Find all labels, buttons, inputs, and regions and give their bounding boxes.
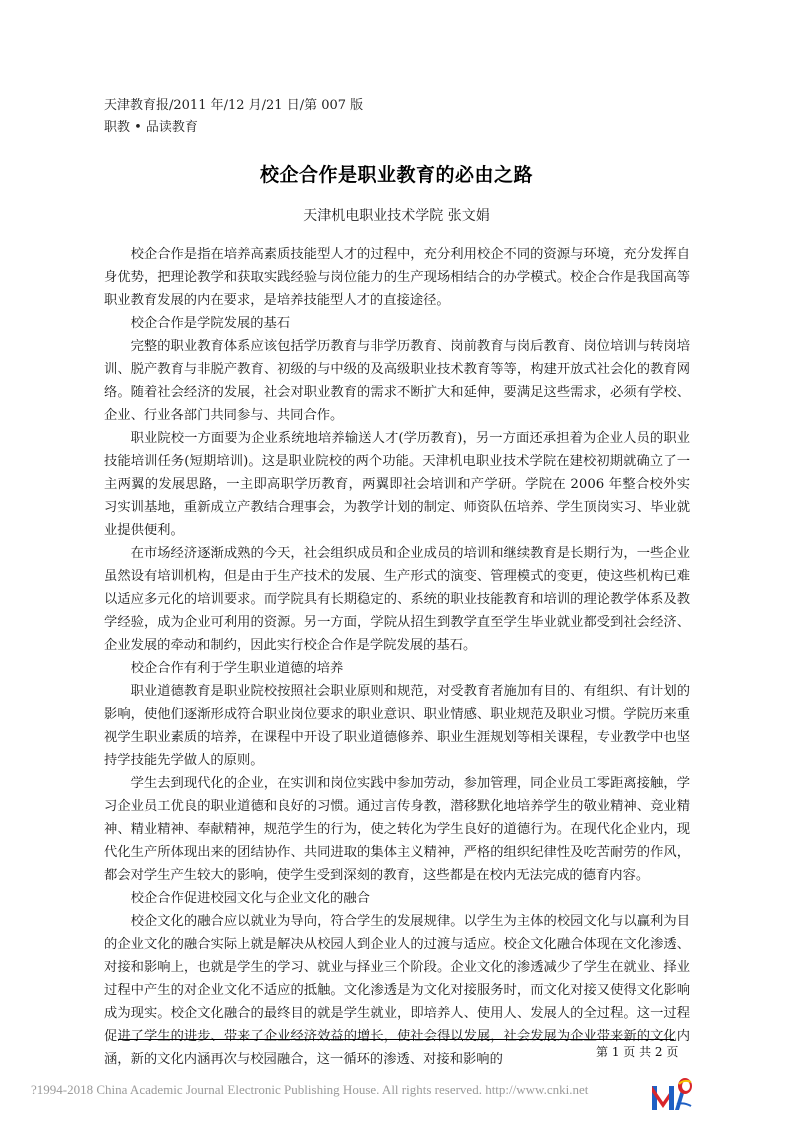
paragraph: 校企文化的融合应以就业为导向，符合学生的发展规律。以学生为主体的校园文化与以赢利为目的企业文化的融合实际上就是解决从校园人到企业人的过渡与适应。校企文化融合体现在文化渗透、对接和影响上，也就是学生的学习、就业与择业三个阶段。企业文化的渗透减少了学生在就业、择业过程中产生的对企业文化不适应的抵触。文化渗透是为文化对接服务时，而文化对接又使得文化影响成为现实。校企文化融合的最终目的就是学生就业，即培养人、使用人、发展人的全过程。这一过程促进了学生的进步、带来了企业经济效益的增长，使社会得以发展，社会发展为企业带来新的文化内涵，新的文化内涵再次与校园融合，这一循环的渗透、对接和影响的 [104,914,690,1067]
paragraph: 职业院校一方面要为企业系统地培养输送人才(学历教育)，另一方面还承担着为企业人员的职业技能培训任务(短期培训)。这是职业院校的两个功能。天津机电职业技术学院在建校初期就确立了一主两翼的发展思路，一主即高职学历教育，两翼即社会培训和产学研。学院在 2006 年整合校外实习实训基地，重新成立产教结合理事会，为教学计划的制定、师资队伍培养、学生顶岗实习、毕业就业提供便利。 [104,431,690,538]
page-number: 第 1 页 共 2 页 [596,1045,679,1059]
publication-info: 天津教育报/2011 年/12 月/21 日/第 007 版 [104,98,364,113]
section-info: 职教 • 品读教育 [104,120,198,135]
paragraph: 完整的职业教育体系应该包括学历教育与非学历教育、岗前教育与岗后教育、岗位培训与转岗培训、脱产教育与非脱产教育、初级的与中级的及高级职业技术教育等等，构建开放式社会化的教育网络。随着社会经济的发展，社会对职业教育的需求不断扩大和延伸，要满足这些需求，必须有学校、企业、行业各部门共同参与、共同合作。 [104,339,690,423]
section-heading: 校企合作促进校园文化与企业文化的融合 [130,891,370,906]
article-author: 天津机电职业技术学院 张文娟 [303,208,490,224]
paragraph: 在市场经济逐渐成熟的今天，社会组织成员和企业成员的培训和继续教育是长期行为，一些企业虽然设有培训机构，但是由于生产技术的发展、生产形式的演变、管理模式的变更，使这些机构已难以适应多元化的培训要求。而学院具有长期稳定的、系统的职业技能教育和培训的理论教学体系及教学经验，成为企业可利用的资源。另一方面，学院从招生到教学直至学生毕业就业都受到社会经济、企业发展的牵动和制约，因此实行校企合作是学院发展的基石。 [104,546,690,653]
cnki-logo-icon [651,1076,693,1114]
copyright-notice: ?1994-2018 China Academic Journal Electronic Publishing House. All rights reserved. http://www.cnki.net [31,1082,589,1097]
paragraph: 学生去到现代化的企业，在实训和岗位实践中参加劳动，参加管理，同企业员工零距离接触，学习企业员工优良的职业道德和良好的习惯。通过言传身教，潜移默化地培养学生的敬业精神、竞业精神、精业精神、奉献精神，规范学生的行为，使之转化为学生良好的道德行为。在现代化企业内，现代化生产所体现出来的团结协作、共同进取的集体主义精神，严格的组织纪律性及吃苦耐劳的作风，都会对学生产生较大的影响，使学生受到深刻的教育，这些都是在校内无法完成的德育内容。 [104,776,690,883]
section-heading: 校企合作有利于学生职业道德的培养 [130,661,344,676]
paragraph: 职业道德教育是职业院校按照社会职业原则和规范，对受教育者施加有目的、有组织、有计划的影响，使他们逐渐形成符合职业岗位要求的职业意识、职业情感、职业规范及职业习惯。学院历来重视学生职业素质的培养，在课程中开设了职业道德修养、职业生涯规划等相关课程，专业教学中也坚持学技能先学做人的原则。 [104,684,690,768]
footer-divider [118,1039,674,1040]
section-heading: 校企合作是学院发展的基石 [130,316,291,331]
paragraph: 校企合作是指在培养高素质技能型人才的过程中，充分利用校企不同的资源与环境，充分发挥自身优势，把理论教学和获取实践经验与岗位能力的生产现场相结合的办学模式。校企合作是我国高等职业教育发展的内在要求，是培养技能型人才的直接途径。 [104,247,690,308]
article-title: 校企合作是职业教育的必由之路 [259,164,533,186]
article-body [104,243,690,1071]
